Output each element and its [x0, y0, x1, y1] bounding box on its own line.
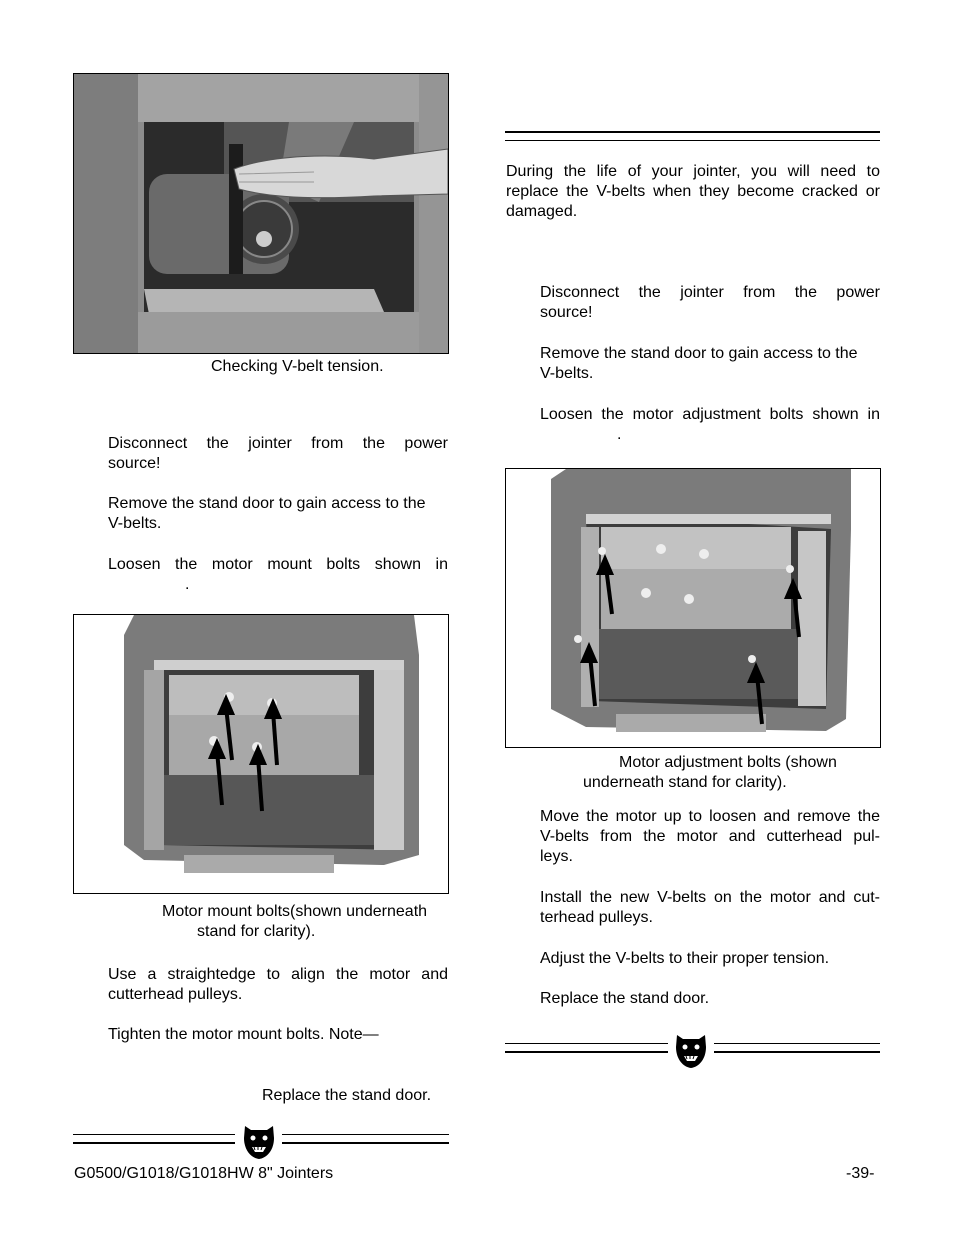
right-step-3-line1: Loosen the motor adjustment bolts shown in: [540, 406, 880, 423]
figure-motor-mount-bolts-photo: [73, 614, 449, 894]
right-intro-line1: During the life of your jointer, you will need to: [506, 163, 880, 180]
figure-2-caption-line2: stand for clarity).: [197, 923, 316, 940]
left-step-1-line1: Disconnect the jointer from the power: [108, 435, 448, 452]
right-step-4-line1: Move the motor up to loosen and remove the: [540, 808, 880, 825]
figure-3-caption-line2: underneath stand for clarity).: [583, 774, 787, 791]
grizzly-bear-logo-icon: [241, 1120, 277, 1160]
motor-mount-illustration: [74, 615, 448, 893]
right-section-rule-top: [505, 131, 880, 133]
figure-3-caption-line1: Motor adjustment bolts (shown: [619, 754, 837, 771]
left-divider-line-top-a: [73, 1134, 235, 1135]
figure-2-caption-line1: Motor mount bolts(shown underneath: [162, 903, 428, 920]
right-step-6: Adjust the V-belts to their proper tension.: [540, 950, 830, 967]
left-divider-line-bottom-a: [73, 1142, 235, 1144]
left-step-3-line2: .: [185, 576, 190, 593]
right-step-4-line3: leys.: [540, 848, 573, 865]
right-step-5-line2: terhead pulleys.: [540, 909, 653, 926]
right-intro-line3: damaged.: [506, 203, 578, 220]
vbelt-tension-illustration: [74, 74, 448, 353]
right-intro-line2: replace the V-belts when they become cracked or: [506, 183, 880, 200]
grizzly-bear-logo-icon: [673, 1029, 709, 1069]
figure-vbelt-tension-photo: [73, 73, 449, 354]
figure-1-caption: Checking V-belt tension.: [211, 358, 384, 375]
left-step-5-line1: Tighten the motor mount bolts. Note—: [108, 1026, 379, 1043]
right-step-3-line2: .: [617, 426, 622, 443]
left-step-2-line1: Remove the stand door to gain access to the: [108, 495, 426, 512]
left-step-3-line1: Loosen the motor mount bolts shown in: [108, 556, 448, 573]
left-step-1-line2: source!: [108, 455, 161, 472]
left-step-6: Replace the stand door.: [262, 1087, 432, 1104]
motor-adjustment-illustration: [506, 469, 880, 747]
right-divider-line-bottom-a: [505, 1051, 668, 1053]
footer-model-name: G0500/G1018/G1018HW 8" Jointers: [74, 1165, 334, 1182]
left-step-4-line2: cutterhead pulleys.: [108, 986, 243, 1003]
right-step-1-line1: Disconnect the jointer from the power: [540, 284, 880, 301]
right-step-7: Replace the stand door.: [540, 990, 710, 1007]
right-step-1-line2: source!: [540, 304, 593, 321]
right-step-2-line2: V-belts.: [540, 365, 594, 382]
footer-page-number: -39-: [846, 1165, 875, 1182]
right-divider-line-top-b: [714, 1043, 880, 1044]
right-step-4-line2: V-belts from the motor and cutterhead pul-: [540, 828, 880, 845]
figure-motor-adjustment-bolts-photo: [505, 468, 881, 748]
left-step-2-line2: V-belts.: [108, 515, 162, 532]
right-divider-line-top-a: [505, 1043, 668, 1044]
right-section-rule-bottom: [505, 140, 880, 141]
right-step-2-line1: Remove the stand door to gain access to the: [540, 345, 858, 362]
left-divider-line-bottom-b: [282, 1142, 449, 1144]
right-step-5-line1: Install the new V-belts on the motor and cut-: [540, 889, 880, 906]
left-divider-line-top-b: [282, 1134, 449, 1135]
right-divider-line-bottom-b: [714, 1051, 880, 1053]
left-step-4-line1: Use a straightedge to align the motor and: [108, 966, 448, 983]
